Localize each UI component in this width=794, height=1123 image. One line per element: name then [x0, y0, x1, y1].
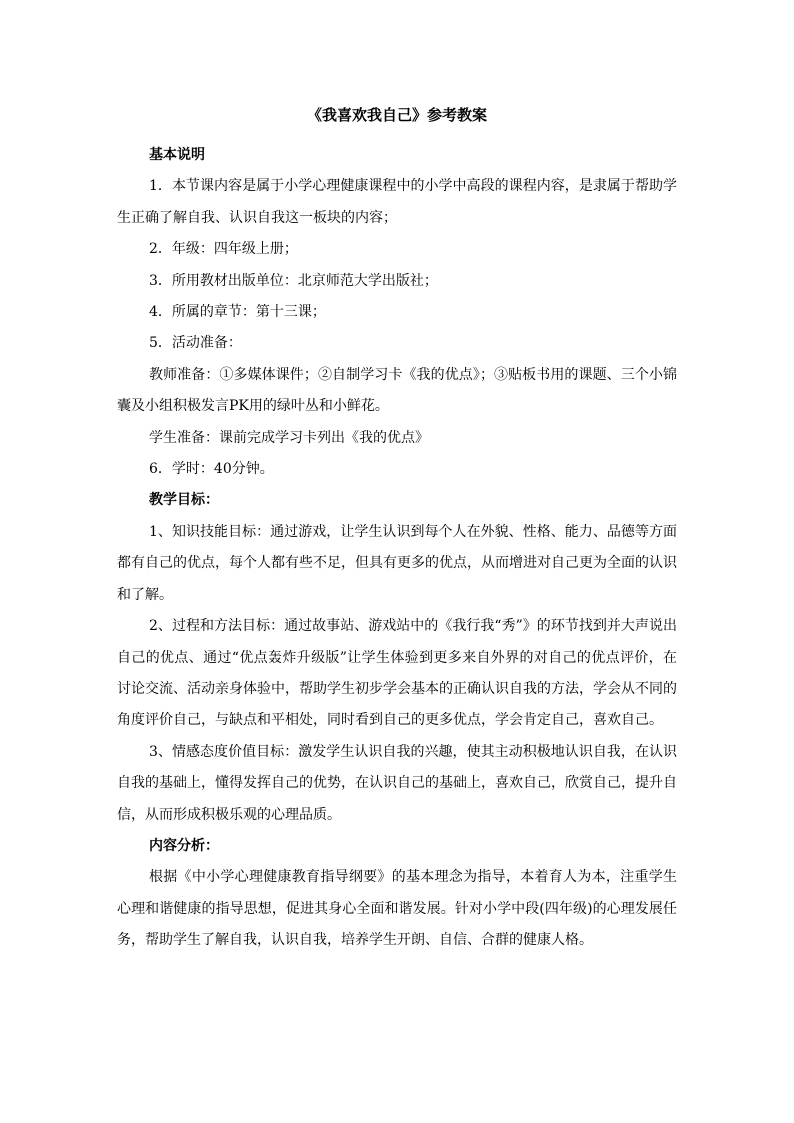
paragraph-course-content: 1．本节课内容是属于小学心理健康课程中的小学中高段的课程内容，是隶属于帮助学生正确了解自我、认识自我这一板块的内容； [117, 178, 677, 226]
paragraph-objective-process: 2、过程和方法目标：通过故事站、游戏站中的《我行我“秀”》的环节找到并大声说出自己的优点、通过“优点轰炸升级版”让学生体验到更多来自外界的对自己的优点评价，在讨论交流、活动亲身体验中，帮助学生初步学会基本的正确认识自我的方法，学会从不同的角度评价自己，与缺点和平相处，同时看到自己的更多优点，学会肯定自己，喜欢自己。 [117, 618, 677, 729]
paragraph-student-prep: 学生准备：课前完成学习卡列出《我的优点》 [149, 429, 429, 446]
paragraph-duration: 6．学时：40分钟。 [149, 461, 274, 478]
document-title: 《我喜欢我自己》参考教案 [306, 106, 487, 124]
paragraph-objective-attitude: 3、情感态度价值目标：激发学生认识自我的兴趣，使其主动积极地认识自我，在认识自我的基础上，懂得发挥自己的优势，在认识自己的基础上，喜欢自己，欣赏自己，提升自信，从而形成积极乐观的心理品质。 [117, 743, 677, 823]
paragraph-objective-knowledge: 1、知识技能目标：通过游戏，让学生认识到每个人在外貌、性格、能力、品德等方面都有自己的优点，每个人都有些不足，但具有更多的优点，从而增进对自己更为全面的认识和了解。 [117, 523, 677, 603]
paragraph-chapter: 4．所属的章节：第十三课； [149, 304, 326, 321]
section-heading-content-analysis: 内容分析： [149, 837, 219, 854]
paragraph-grade: 2．年级：四年级上册； [149, 241, 298, 258]
section-heading-basic-info: 基本说明 [149, 147, 205, 163]
document-body [117, 140, 677, 957]
paragraph-teacher-prep: 教师准备：①多媒体课件；②自制学习卡《我的优点》；③贴板书用的课题、三个小锦囊及小组积极发言PK用的绿叶丛和小鲜花。 [117, 366, 677, 415]
paragraph-content-analysis: 根据《中小学心理健康教育指导纲要》的基本理念为指导，本着育人为本，注重学生心理和谐健康的指导思想，促进其身心全面和谐发展。针对小学中段(四年级)的心理发展任务，帮助学生了解自我，认识自我，培养学生开朗、自信、合群的健康人格。 [117, 869, 677, 949]
paragraph-publisher: 3．所用教材出版单位：北京师范大学出版社； [149, 272, 438, 289]
section-heading-objectives: 教学目标： [149, 492, 219, 509]
paragraph-activity-prep: 5．活动准备： [149, 335, 242, 352]
